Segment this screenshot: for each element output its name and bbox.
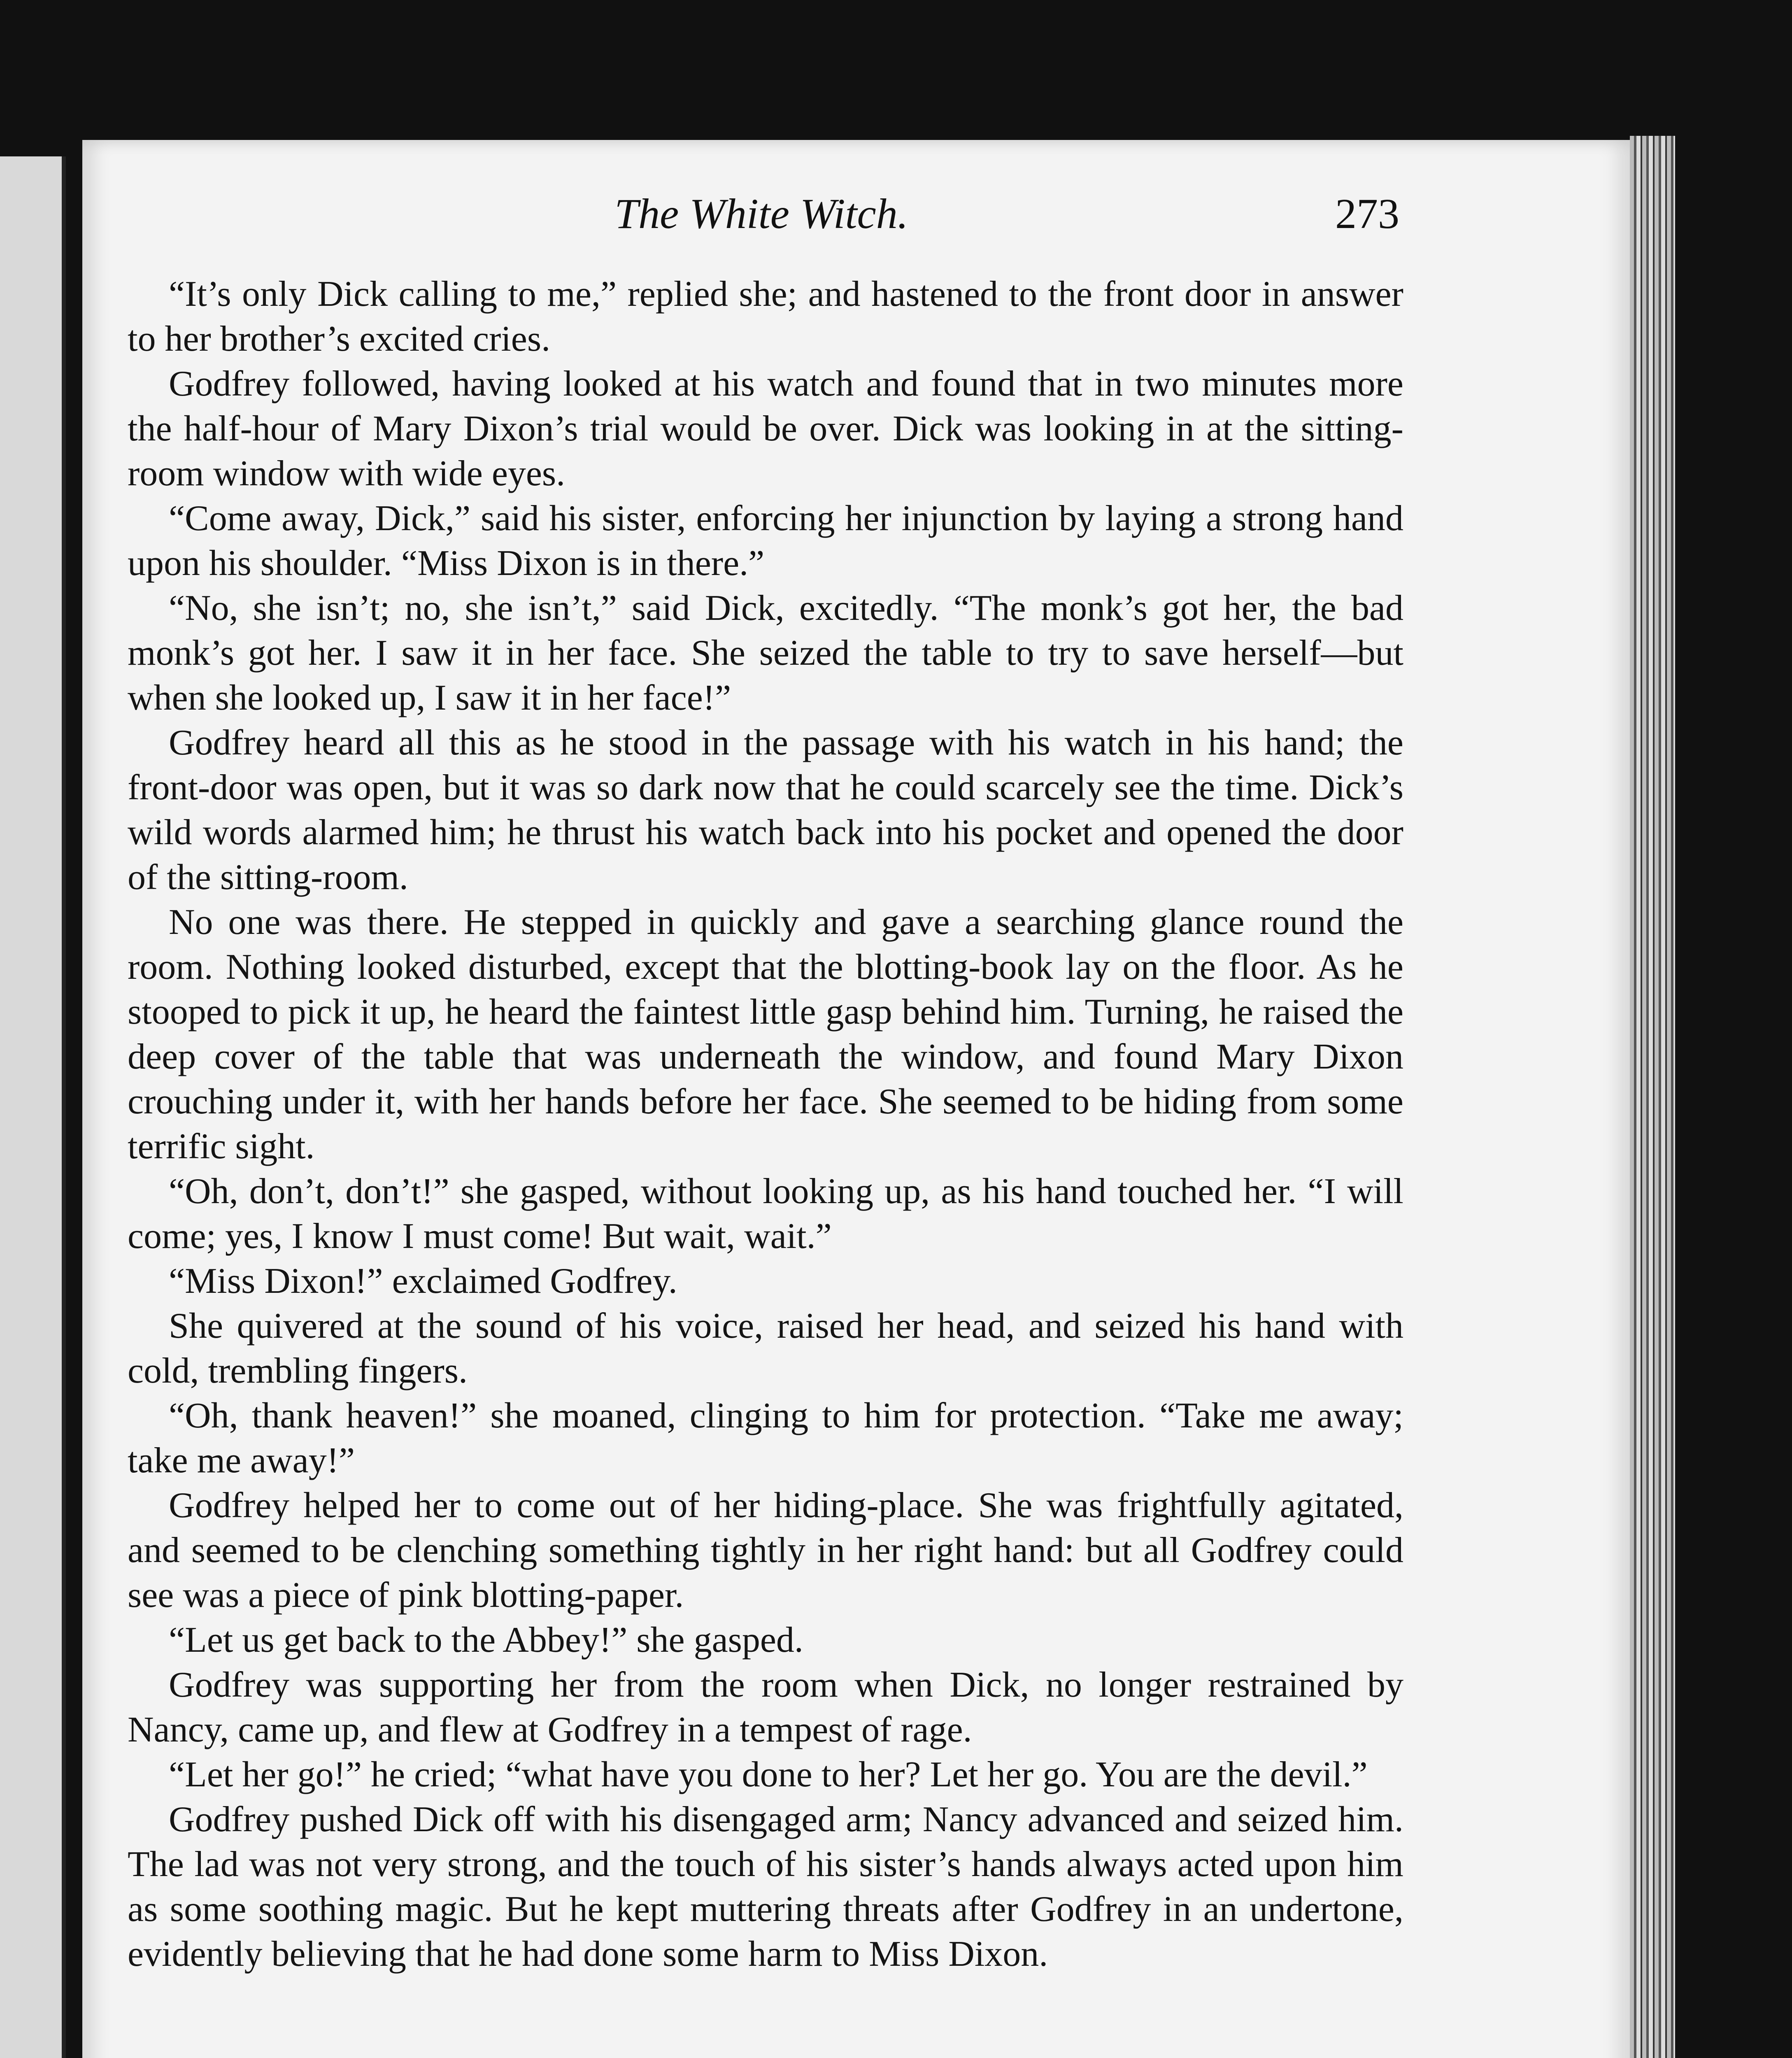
running-head: [123, 189, 1399, 247]
paragraph: Godfrey pushed Dick off with his disengaged arm; Nancy advanced and seized him. The lad was not very strong, and the touch of his sister’s hands always acted upon him as some soothing magic. But he kept muttering threats after Godfrey in an undertone, evidently believing that he had done some harm to Miss Dixon.: [128, 1800, 1403, 1974]
paragraph: “Miss Dixon!” exclaimed Godfrey.: [169, 1261, 677, 1301]
paragraph: “Oh, don’t, don’t!” she gasped, without looking up, as his hand touched her. “I will come; yes, I know I must come! But wait, wait.”: [128, 1171, 1403, 1256]
paragraph: “Let us get back to the Abbey!” she gasped.: [169, 1620, 803, 1660]
paragraph: “Oh, thank heaven!” she moaned, clinging to him for protection. “Take me away; take me away!”: [128, 1396, 1403, 1481]
paragraph: “It’s only Dick calling to me,” replied she; and hastened to the front door in answer to her brother’s excited cries.: [128, 274, 1403, 359]
paragraph: Godfrey heard all this as he stood in the passage with his watch in his hand; the front-door was open, but it was so dark now that he could scarcely see the time. Dick’s wild words alarmed him; he thrust his watch back into his pocket and opened the door of the sitting-room.: [128, 723, 1403, 897]
paragraph: “No, she isn’t; no, she isn’t,” said Dick, excitedly. “The monk’s got her, the bad monk’s got her. I saw it in her face. She seized the table to try to save herself—but when she looked up, I saw it in her face!”: [128, 588, 1403, 718]
paragraph: No one was there. He stepped in quickly and gave a searching glance round the room. Nothing looked disturbed, except that the blotting-book lay on the floor. As he stooped to pick it up, he heard the faintest little gasp behind him. Turning, he raised the deep cover of the table that was underneath the window, and found Mary Dixon crouching under it, with her hands before her face. She seemed to be hiding from some terrific sight.: [128, 902, 1403, 1166]
adjacent-page-edge: [0, 156, 66, 2058]
body-text: [128, 272, 1403, 1977]
paragraph: “Let her go!” he cried; “what have you done to her? Let her go. You are the devil.”: [169, 1755, 1368, 1795]
paragraph: She quivered at the sound of his voice, raised her head, and seized his hand with cold, trembling fingers.: [128, 1306, 1403, 1391]
running-title: The White Witch.: [614, 190, 908, 237]
paragraph: Godfrey was supporting her from the room when Dick, no longer restrained by Nancy, came up, and flew at Godfrey in a tempest of rage.: [128, 1665, 1403, 1750]
paragraph: Godfrey followed, having looked at his watch and found that in two minutes more the half-hour of Mary Dixon’s trial would be over. Dick was looking in at the sitting-room window with wide eyes.: [128, 364, 1403, 494]
paragraph: Godfrey helped her to come out of her hiding-place. She was frightfully agitated, and seemed to be clenching something tightly in her right hand: but all Godfrey could see was a piece of pink blotting-paper.: [128, 1485, 1403, 1615]
page-stack-edges: [1630, 136, 1675, 2058]
paragraph: “Come away, Dick,” said his sister, enforcing her injunction by laying a strong hand upon his shoulder. “Miss Dixon is in there.”: [128, 498, 1403, 583]
page-number: 273: [1335, 190, 1399, 237]
